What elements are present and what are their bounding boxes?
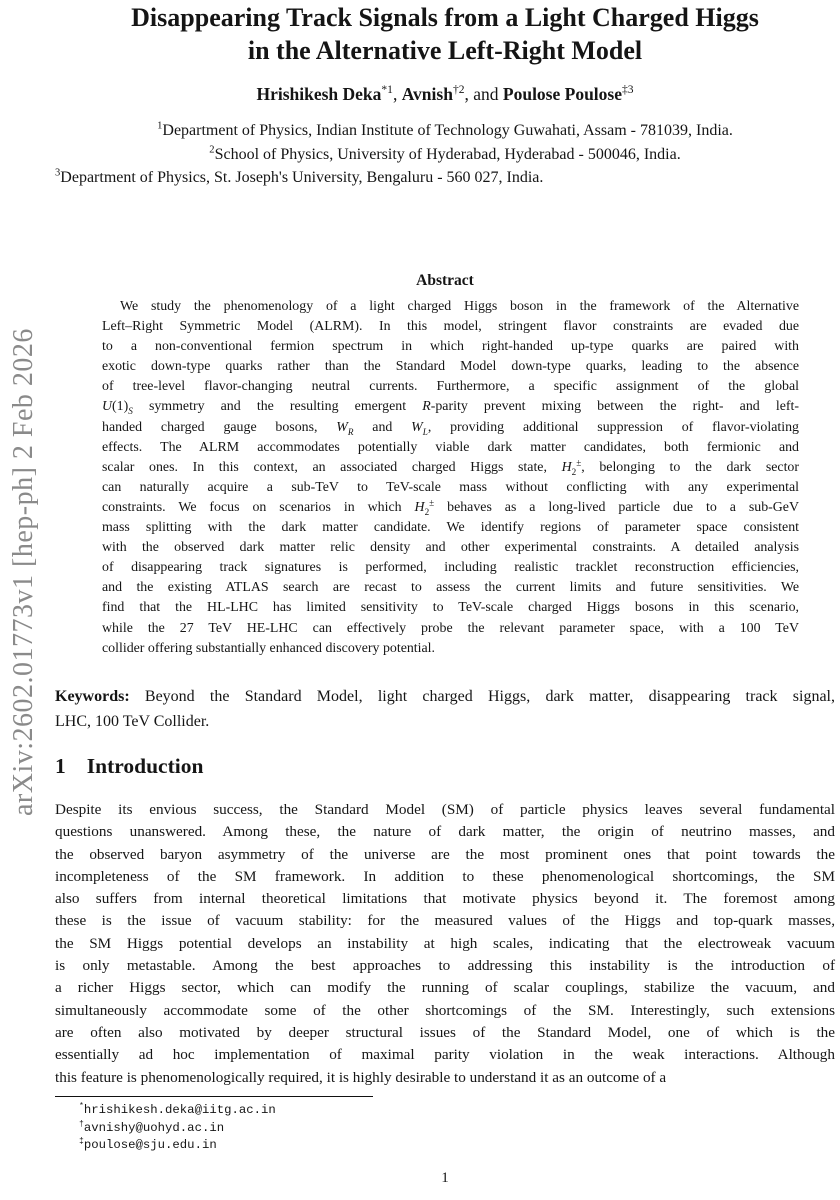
footnote-rule — [55, 1096, 373, 1097]
text-line: incompleteness of the SM framework. In addition to these phenomenological shortcomings, the SM — [55, 867, 835, 885]
abstract-text — [102, 297, 799, 659]
text-line: to a non-conventional fermion spectrum in which right-handed up-type quarks are paired with — [102, 339, 799, 355]
paper-body-column — [55, 0, 835, 1200]
abstract-heading: Abstract — [416, 272, 474, 289]
keywords-block — [55, 684, 835, 734]
text-line: effects. The ALRM accommodates potentially viable dark matter candidates, both fermionic and — [102, 439, 799, 455]
text-line: collider offering substantially enhanced discovery potential. — [102, 640, 436, 656]
authors-line: Hrishikesh Deka$^{*1}$, Avnish$^{\dagger 2}$, and Poulose Poulose$^{\ddagger 3}$ — [256, 84, 634, 104]
text-line: ‡poulose@sju.edu.in — [79, 1137, 217, 1153]
page-number: 1 — [441, 1170, 449, 1186]
text-line: of disappearing track signatures is performed, including realistic tracklet reconstruction efficiencies, — [102, 560, 799, 576]
text-line: can naturally acquire a sub-TeV to TeV-scale mass without conflicting with any experimental — [102, 479, 799, 495]
section-1-heading — [55, 754, 835, 779]
text-line: scalar ones. In this context, an associated charged Higgs state, $H_2^\pm$, belonging to the dark sector — [102, 457, 800, 477]
text-line: these is the issue of vacuum stability: for the measured values of the Higgs and top-quark masses, — [55, 912, 835, 930]
text-line: $U(1)_S$ symmetry and the resulting emergent R-parity prevent mixing between the right- and left- — [102, 399, 799, 417]
text-line: questions unanswered. Among these, the nature of dark matter, the origin of neutrino masses, and — [55, 823, 835, 841]
paper-title — [55, 1, 835, 67]
footnotes-block — [79, 1102, 819, 1155]
text-line: exotic down-type quarks rather than the Standard Model down-type quarks, leading to the absence — [102, 359, 799, 375]
text-line: †avnishy@uohyd.ac.in — [79, 1119, 225, 1135]
text-line: $^2$School of Physics, University of Hyderabad, Hyderabad - 500046, India. — [209, 144, 681, 163]
text-line: LHC, 100 TeV Collider. — [55, 713, 210, 730]
text-line: Keywords: Beyond the Standard Model, light charged Higgs, dark matter, disappearing track signal, — [55, 688, 835, 705]
text-line: with the observed dark matter relic density and other experimental constraints. A detailed analysis — [102, 540, 799, 556]
text-line: $^1$Department of Physics, Indian Institute of Technology Guwahati, Assam - 781039, India. — [157, 120, 733, 139]
text-line: also suffers from internal theoretical limitations that motivate physics beyond it. The foremost among — [55, 890, 835, 908]
text-line: this feature is phenomenologically required, it is highly desirable to understand it as an outcome of a — [55, 1068, 667, 1086]
paper-title-line-2: in the Alternative Left-Right Model — [247, 36, 643, 65]
text-line: mass splitting with the dark matter candidate. We identify regions of parameter space consistent — [102, 520, 799, 536]
text-line: are often also motivated by deeper structural issues of the Standard Model, one of which is the — [55, 1023, 835, 1041]
text-line: of tree-level flavor-changing neutral currents. Furthermore, a specific assignment of the global — [102, 379, 799, 395]
text-line: constraints. We focus on scenarios in which $H_2^\pm$ behaves as a long-lived particle due to a sub-GeV — [102, 497, 799, 517]
text-line: Despite its envious success, the Standard Model (SM) of particle physics leaves several fundamental — [55, 801, 835, 818]
paper-title-line-1: Disappearing Track Signals from a Light Charged Higgs — [131, 3, 759, 32]
text-line: find that the HL-LHC has limited sensitivity to TeV-scale charged Higgs bosons in this scenario, — [102, 600, 799, 616]
section-1-title: Introduction — [86, 754, 204, 778]
arxiv-sidebar-label: arXiv:2602.01773v1 [hep-ph] 2 Feb 2026 — [8, 328, 39, 816]
text-line: We study the phenomenology of a light charged Higgs boson in the framework of the Alternative — [120, 299, 799, 314]
introduction-text — [55, 799, 835, 1089]
affiliations-block — [55, 119, 835, 190]
text-line: handed charged gauge bosons, $W_R$ and $W_L$, providing additional suppression of flavor-violating — [102, 419, 799, 437]
text-line: essentially ad hoc implementation of maximal parity violation in the weak interactions. Although — [55, 1046, 835, 1064]
text-line: and the existing ATLAS search are recast to assess the current limits and future sensitivities. We — [102, 580, 799, 596]
text-line: $^3$Department of Physics, St. Joseph's University, Bengaluru - 560 027, India. — [55, 167, 544, 186]
text-line: *hrishikesh.deka@iitg.ac.in — [79, 1101, 276, 1117]
text-line: the SM Higgs potential develops an instability at high scales, indicating that the electroweak vacuum — [55, 934, 835, 952]
text-line: a richer Higgs sector, which can modify the running of scalar couplings, stabilize the vacuum, and — [55, 979, 835, 997]
section-1-number: 1 — [55, 754, 66, 778]
text-line: is only metastable. Among the best approaches to addressing this instability is the introduction of — [55, 957, 835, 975]
text-line: simultaneously accommodate some of the other shortcomings of the SM. Interestingly, such extensions — [55, 1001, 835, 1019]
text-line: Left–Right Symmetric Model (ALRM). In this model, stringent flavor constraints are evaded due — [102, 319, 799, 335]
text-line: the observed baryon asymmetry of the universe are the most prominent ones that point towards the — [55, 845, 835, 863]
text-line: while the 27 TeV HE-LHC can effectively probe the relevant parameter space, with a 100 TeV — [102, 620, 799, 636]
